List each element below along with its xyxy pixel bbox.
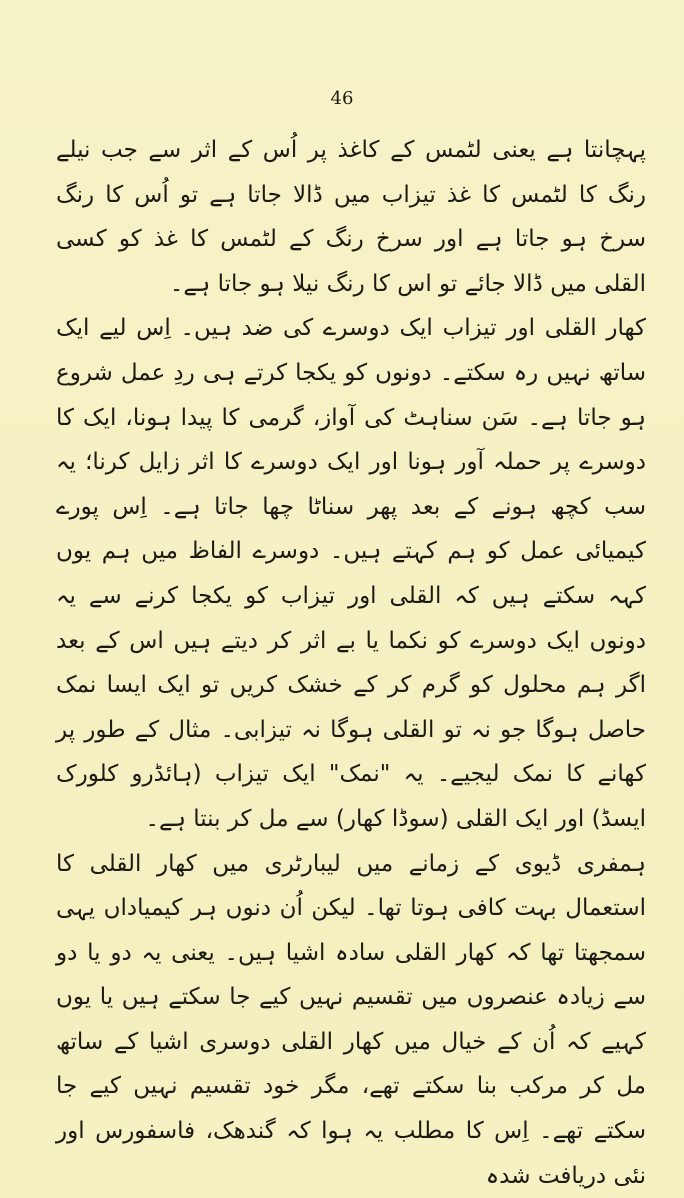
paragraph-3: ہمفری ڈیوی کے زمانے میں لیبارٹری میں کھار القلی کا استعمال بہت کافی ہوتا تھا۔ لیکن اُن دنوں ہر کیمیاداں یہی سمجھتا تھا کہ کھار القلی سادہ اشیا ہیں۔ یعنی یہ دو یا دو سے زیادہ عنصروں میں تقسیم نہیں کیے جا سکتے ہیں یا یوں کہیے کہ اُن کے خیال میں کھار القلی دوسری اشیا کے ساتھ مل کر مرکب بنا سکتے تھے، مگر خود تقسیم نہیں کیے جا سکتے تھے۔ اِس کا مطلب یہ ہوا کہ گندھک، فاسفورس اور نئی دریافت شدہ [56,842,646,1198]
page-number: 46 [0,88,684,109]
body-text [56,128,646,1198]
paragraph-2: کھار القلی اور تیزاب ایک دوسرے کی ضد ہیں۔ اِس لیے ایک ساتھ نہیں رہ سکتے۔ دونوں کو یکجا کرتے ہی ردِ عمل شروع ہو جاتا ہے۔ سَن سناہٹ کی آواز، گرمی کا پیدا ہونا، ایک کا دوسرے پر حملہ آور ہونا اور ایک دوسرے کا اثر زایل کرنا؛ یہ سب کچھ ہونے کے بعد پھر سناٹا چھا جاتا ہے۔ اِس پورے کیمیائی عمل کو ہم کہتے ہیں۔ دوسرے الفاظ میں ہم یوں کہہ سکتے ہیں کہ القلی اور تیزاب کو یکجا کرنے سے یہ دونوں ایک دوسرے کو نکما یا بے اثر کر دیتے ہیں اس کے بعد اگر ہم محلول کو گرم کر کے خشک کریں تو ایک ایسا نمک حاصل ہوگا جو نہ تو القلی ہوگا نہ تیزابی۔ مثال کے طور پر کھانے کا نمک لیجیے۔ یہ "نمک" ایک تیزاب (ہائڈرو کلورک ایسڈ) اور ایک القلی (سوڈا کھار) سے مل کر بنتا ہے۔ [56,306,646,841]
paragraph-1: پہچانتا ہے یعنی لٹمس کے کاغذ پر اُس کے اثر سے جب نیلے رنگ کا لٹمس کا غذ تیزاب میں ڈالا جاتا ہے تو اُس کا رنگ سرخ ہو جاتا ہے اور سرخ رنگ کے لٹمس کا غذ کو کسی القلی میں ڈالا جائے تو اس کا رنگ نیلا ہو جاتا ہے۔ [56,128,646,306]
